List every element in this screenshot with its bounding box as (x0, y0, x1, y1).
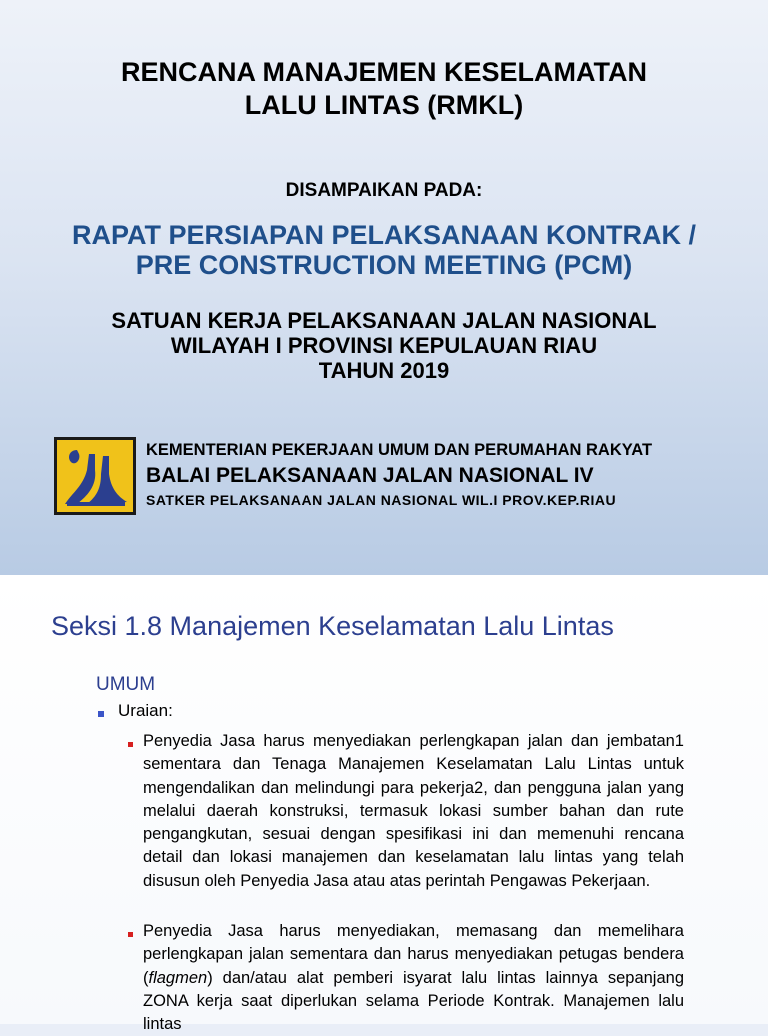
document-title (0, 56, 768, 122)
section-title: Seksi 1.8 Manajemen Keselamatan Lalu Lintas (51, 611, 614, 641)
satker-name: SATKER PELAKSANAAN JALAN NASIONAL WIL.I PROV.KEP.RIAU (146, 492, 617, 508)
meeting-line-1: RAPAT PERSIAPAN PELAKSANAAN KONTRAK / (71, 220, 697, 250)
presented-to-label: DISAMPAIKAN PADA: (285, 180, 483, 201)
title-line-2: LALU LINTAS (RMKL) (244, 90, 524, 120)
unit-year: TAHUN 2019 (318, 358, 450, 383)
content-slide (0, 575, 768, 1034)
meeting-title (0, 220, 768, 280)
paragraph-1: Penyedia Jasa harus menyediakan perlengkapan jalan dan jembatan1 sementara dan Tenaga Manajemen Keselamatan Lalu Lintas untuk mengendalikan dan melindungi para pekerja2, dan pengguna jalan yang melalui daerah konstruksi, termasuk lokasi sumber bahan dan rute pengangkutan, sesuai dengan spesifikasi ini dan memenuhi rencana detail dan lokasi manajemen dan keselamatan lalu lintas yang telah disusun oleh Penyedia Jasa atau atas perintah Pengawas Pekerjaan. (143, 732, 684, 890)
bullet-label: Uraian: (118, 701, 173, 720)
pu-ministry-logo-icon (54, 437, 136, 515)
work-unit-block (0, 308, 768, 383)
unit-line-2: WILAYAH I PROVINSI KEPULAUAN RIAU (170, 333, 598, 358)
office-name: BALAI PELAKSANAAN JALAN NASIONAL IV (146, 464, 594, 487)
paragraph-2-text: Penyedia Jasa harus menyediakan, memasang dan memelihara perlengkapan jalan sementara dan harus menyediakan petugas bendera ( (143, 922, 684, 987)
title-line-1: RENCANA MANAJEMEN KESELAMATAN (121, 57, 647, 87)
unit-line-1: SATUAN KERJA PELAKSANAAN JALAN NASIONAL (111, 308, 657, 333)
blue-bullet-icon (98, 711, 104, 717)
red-bullet-icon (128, 742, 133, 747)
ministry-name: KEMENTERIAN PEKERJAAN UMUM DAN PERUMAHAN RAKYAT (146, 441, 653, 459)
subheading: UMUM (96, 674, 156, 695)
meeting-line-2: PRE CONSTRUCTION MEETING (PCM) (135, 250, 633, 280)
paragraph-2 (143, 920, 684, 1036)
paragraph-2-italic: flagmen (148, 968, 208, 987)
paragraph-2-text-end: ) dan/atau alat pemberi isyarat lalu lintas lainnya sepanjang ZONA kerja saat diperlukan selama Periode Kontrak. Manajemen lalu lintas (143, 968, 684, 1034)
red-bullet-icon (128, 932, 133, 937)
